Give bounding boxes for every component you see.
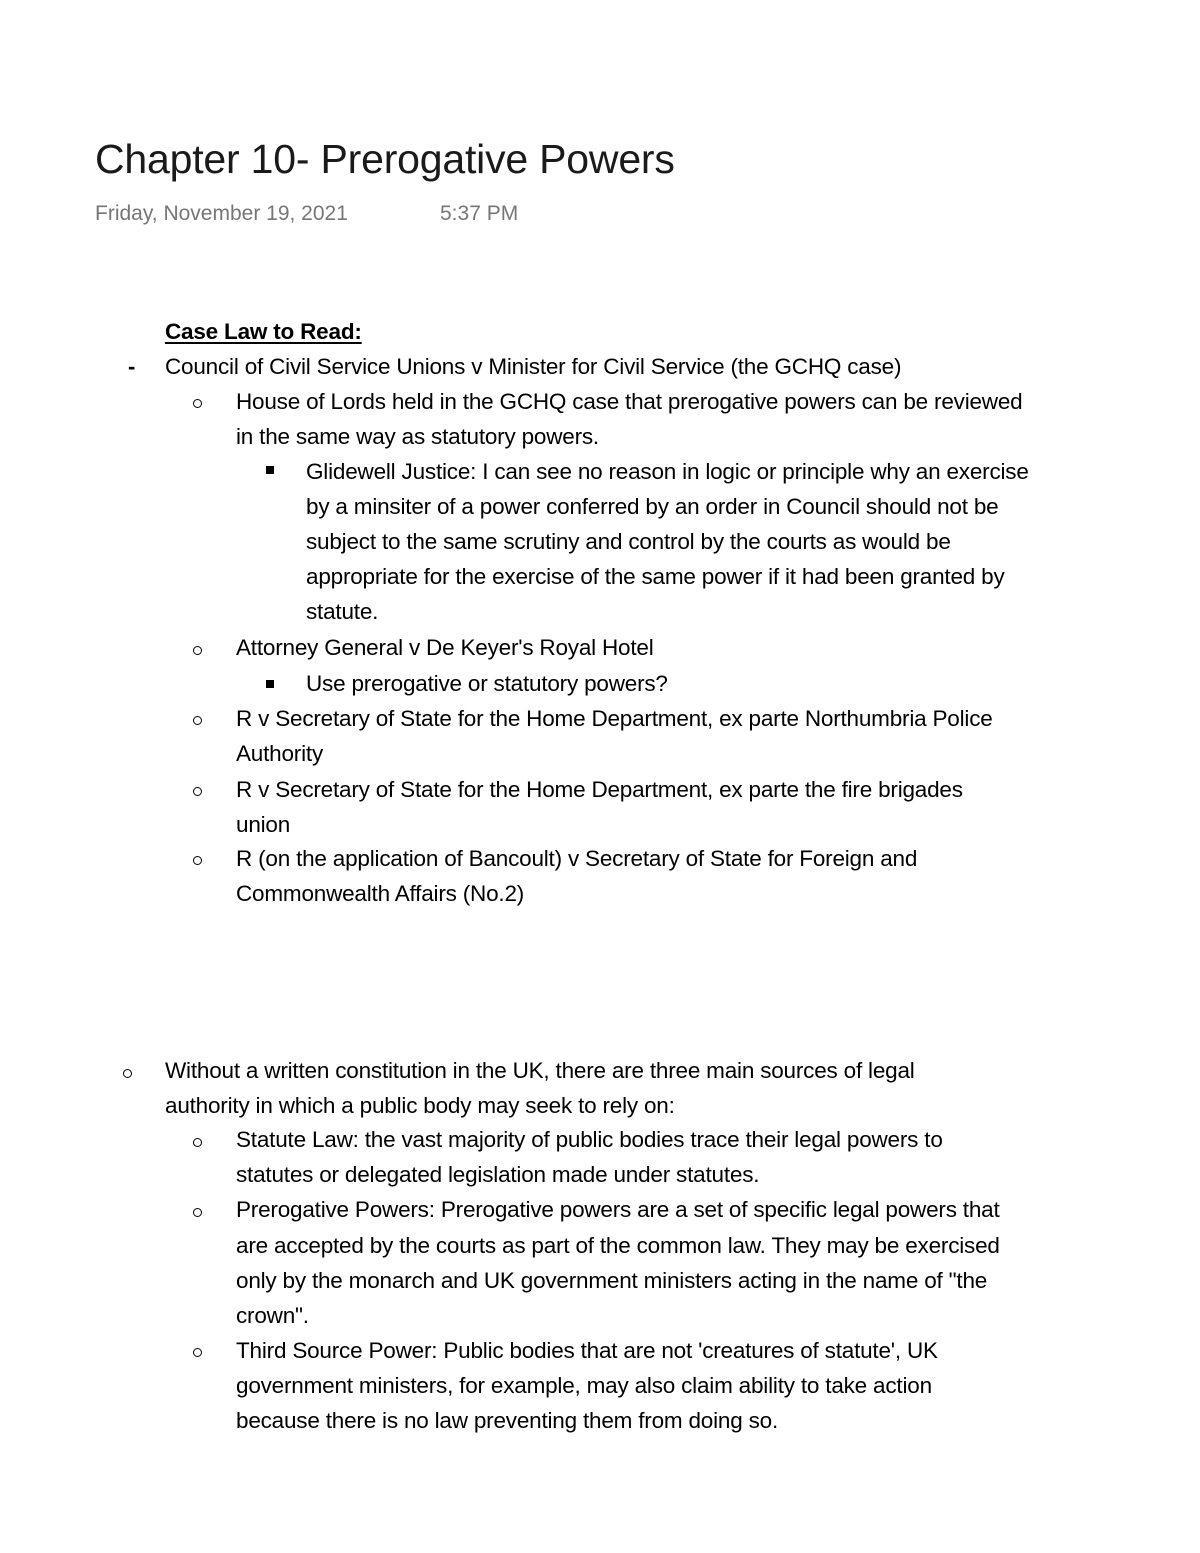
page-time: 5:37 PM xyxy=(440,202,519,225)
circle-bullet-icon xyxy=(123,1069,132,1078)
prerogative-powers-line-1: Prerogative Powers: Prerogative powers are a set of specific legal powers that xyxy=(236,1197,1000,1222)
prerogative-powers-line-4: crown". xyxy=(236,1303,309,1328)
dekeyser-case-item: Attorney General v De Keyer's Royal Hotel xyxy=(236,635,654,660)
glidewell-quote-line-4: appropriate for the exercise of the same power if it had been granted by xyxy=(306,564,1005,589)
circle-bullet-icon xyxy=(193,399,202,408)
page-date: Friday, November 19, 2021 xyxy=(95,202,348,225)
statute-law-line-1: Statute Law: the vast majority of public bodies trace their legal powers to xyxy=(236,1127,943,1152)
third-source-line-3: because there is no law preventing them from doing so. xyxy=(236,1408,779,1433)
square-bullet-icon xyxy=(266,466,274,474)
dash-bullet-icon: - xyxy=(128,354,136,379)
third-source-line-2: government ministers, for example, may also claim ability to take action xyxy=(236,1373,932,1398)
bancoult-case-line-1: R (on the application of Bancoult) v Secretary of State for Foreign and xyxy=(236,846,918,871)
circle-bullet-icon xyxy=(193,646,202,655)
page-title: Chapter 10- Prerogative Powers xyxy=(95,136,675,182)
gchq-case-item: Council of Civil Service Unions v Minister for Civil Service (the GCHQ case) xyxy=(165,354,902,379)
bancoult-case-line-2: Commonwealth Affairs (No.2) xyxy=(236,881,525,906)
prerogative-powers-line-3: only by the monarch and UK government ministers acting in the name of "the xyxy=(236,1268,988,1293)
circle-bullet-icon xyxy=(193,856,202,865)
dekeyser-sub-item: Use prerogative or statutory powers? xyxy=(306,671,668,696)
circle-bullet-icon xyxy=(193,787,202,796)
northumbria-case-line-1: R v Secretary of State for the Home Department, ex parte Northumbria Police xyxy=(236,706,993,731)
firebrigades-case-line-2: union xyxy=(236,812,291,837)
case-law-heading: Case Law to Read: xyxy=(165,319,362,344)
statute-law-line-2: statutes or delegated legislation made under statutes. xyxy=(236,1162,760,1187)
third-source-line-1: Third Source Power: Public bodies that are not 'creatures of statute', UK xyxy=(236,1338,938,1363)
glidewell-quote-line-5: statute. xyxy=(306,599,379,624)
lords-holding-line-2: in the same way as statutory powers. xyxy=(236,424,599,449)
glidewell-quote-line-1: Glidewell Justice: I can see no reason in logic or principle why an exercise xyxy=(306,459,1029,484)
glidewell-quote-line-2: by a minsiter of a power conferred by an order in Council should not be xyxy=(306,494,999,519)
firebrigades-case-line-1: R v Secretary of State for the Home Department, ex parte the fire brigades xyxy=(236,777,963,802)
lords-holding-line-1: House of Lords held in the GCHQ case that prerogative powers can be reviewed xyxy=(236,389,1023,414)
sources-intro-line-2: authority in which a public body may seek to rely on: xyxy=(165,1093,675,1118)
glidewell-quote-line-3: subject to the same scrutiny and control by the courts as would be xyxy=(306,529,951,554)
circle-bullet-icon xyxy=(193,1208,202,1217)
sources-intro-line-1: Without a written constitution in the UK, there are three main sources of legal xyxy=(165,1058,915,1083)
prerogative-powers-line-2: are accepted by the courts as part of the common law. They may be exercised xyxy=(236,1233,1000,1258)
circle-bullet-icon xyxy=(193,716,202,725)
square-bullet-icon xyxy=(266,680,274,688)
circle-bullet-icon xyxy=(193,1138,202,1147)
northumbria-case-line-2: Authority xyxy=(236,741,323,766)
circle-bullet-icon xyxy=(193,1348,202,1357)
